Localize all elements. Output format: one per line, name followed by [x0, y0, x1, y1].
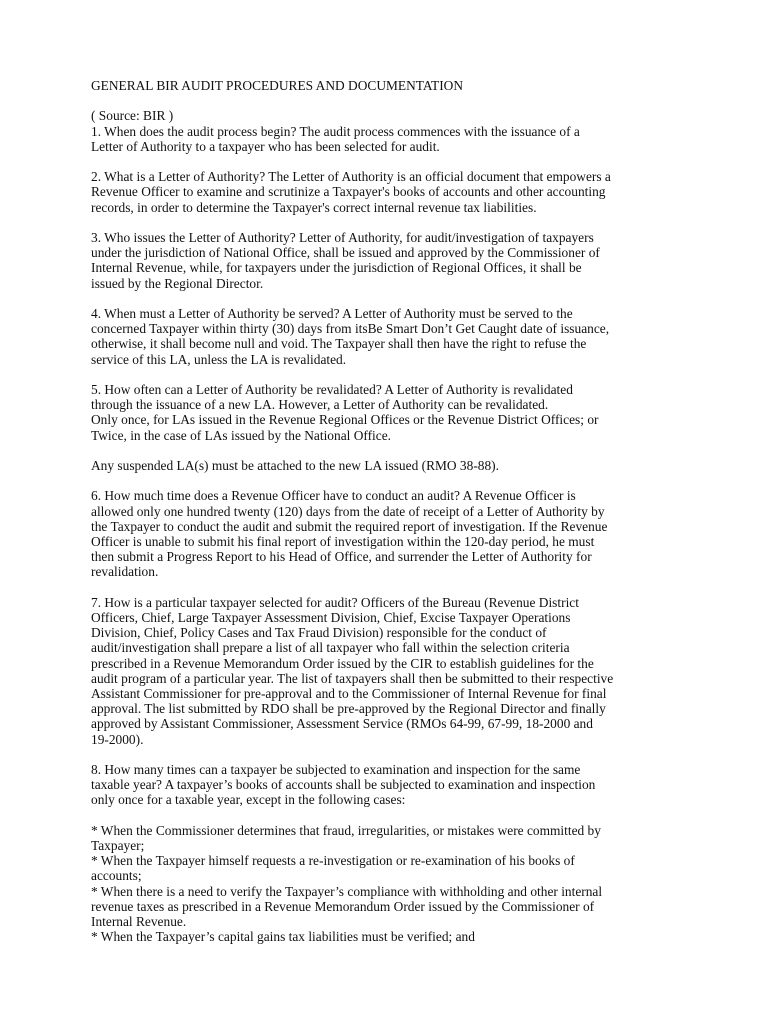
text-line: * When the Commissioner determines that fraud, irregularities, or mistakes were committed by — [91, 822, 601, 838]
text-line: Letter of Authority to a taxpayer who has been selected for audit. — [91, 138, 440, 154]
text-line: revenue taxes as prescribed in a Revenue Memorandum Order issued by the Commissioner of — [91, 898, 595, 914]
paragraph — [91, 458, 708, 473]
text-line: revalidation. — [91, 564, 159, 580]
text-line: 7. How is a particular taxpayer selected for audit? Officers of the Bureau (Revenue District — [91, 594, 579, 610]
text-line: approval. The list submitted by RDO shall be pre-approved by the Regional Director and finally — [91, 701, 606, 717]
document-title: GENERAL BIR AUDIT PROCEDURES AND DOCUMENTATION — [91, 78, 464, 93]
text-line: concerned Taxpayer within thirty (30) days from itsBe Smart Don’t Get Caught date of issuance, — [91, 321, 610, 337]
text-line: approved by Assistant Commissioner, Assessment Service (RMOs 64-99, 67-99, 18-2000 and — [91, 716, 593, 732]
paragraph — [91, 488, 708, 579]
text-line: then submit a Progress Report to his Head of Office, and surrender the Letter of Authority for — [91, 549, 592, 565]
text-line: service of this LA, unless the LA is revalidated. — [91, 351, 347, 367]
text-line: prescribed in a Revenue Memorandum Order issued by the CIR to establish guidelines for the — [91, 655, 594, 671]
text-line: Taxpayer; — [91, 838, 145, 853]
text-line: Revenue Officer to examine and scrutinize a Taxpayer's books of accounts and other accounting — [91, 184, 606, 200]
paragraph — [91, 169, 708, 215]
text-line: the Taxpayer to conduct the audit and submit the required report of investigation. If the Revenue — [91, 518, 608, 534]
text-line: * When there is a need to verify the Taxpayer’s compliance with withholding and other internal — [91, 883, 603, 899]
text-line: Division, Chief, Policy Cases and Tax Fraud Division) responsible for the conduct of — [91, 625, 547, 641]
text-line: allowed only one hundred twenty (120) days from the date of receipt of a Letter of Authority by — [91, 503, 605, 519]
paragraph — [91, 108, 708, 154]
text-line: only once for a taxable year, except in the following cases: — [91, 792, 406, 808]
text-line: 2. What is a Letter of Authority? The Letter of Authority is an official document that empowers a — [91, 169, 611, 185]
text-line: through the issuance of a new LA. However, a Letter of Authority can be revalidated. — [91, 397, 549, 413]
paragraph — [91, 595, 708, 747]
text-line: 19-2000). — [91, 731, 144, 747]
paragraph — [91, 762, 708, 808]
document-body — [91, 108, 708, 944]
text-line: 5. How often can a Letter of Authority be revalidated? A Letter of Authority is revalidated — [91, 381, 573, 397]
text-line: Twice, in the case of LAs issued by the National Office. — [91, 427, 392, 443]
paragraph — [91, 230, 708, 291]
text-line: Officers, Chief, Large Taxpayer Assessment Division, Chief, Excise Taxpayer Operations — [91, 609, 571, 625]
text-line: accounts; — [91, 868, 142, 884]
text-line: Officer is unable to submit his final report of investigation within the 120-day period, he must — [91, 533, 595, 549]
text-line: * When the Taxpayer’s capital gains tax liabilities must be verified; and — [91, 929, 475, 945]
text-line: 1. When does the audit process begin? The audit process commences with the issuance of a — [91, 123, 580, 139]
text-line: Only once, for LAs issued in the Revenue Regional Offices or the Revenue District Offices; or — [91, 412, 599, 428]
text-line: 3. Who issues the Letter of Authority? Letter of Authority, for audit/investigation of taxpayers — [91, 229, 594, 245]
text-line: 6. How much time does a Revenue Officer have to conduct an audit? A Revenue Officer is — [91, 488, 576, 504]
text-line: ( Source: BIR ) — [91, 108, 174, 124]
text-line: Internal Revenue. — [91, 914, 187, 930]
text-line: issued by the Regional Director. — [91, 275, 264, 291]
text-line: under the jurisdiction of National Office, shall be issued and approved by the Commissioner of — [91, 245, 600, 261]
text-line: Internal Revenue, while, for taxpayers under the jurisdiction of Regional Offices, it shall be — [91, 260, 582, 276]
text-line: Any suspended LA(s) must be attached to the new LA issued (RMO 38-88). — [91, 457, 499, 473]
text-line: records, in order to determine the Taxpayer's correct internal revenue tax liabilities. — [91, 199, 537, 215]
paragraph — [91, 823, 708, 945]
paragraph — [91, 382, 708, 443]
paragraph — [91, 306, 708, 367]
text-line: * When the Taxpayer himself requests a re-investigation or re-examination of his books of — [91, 853, 575, 869]
text-line: 8. How many times can a taxpayer be subjected to examination and inspection for the same — [91, 762, 581, 777]
text-line: audit/investigation shall prepare a list of all taxpayer who fall within the selection criteria — [91, 640, 570, 656]
text-line: taxable year? A taxpayer’s books of accounts shall be subjected to examination and inspection — [91, 777, 596, 793]
text-line: Assistant Commissioner for pre-approval and to the Commissioner of Internal Revenue for final — [91, 686, 607, 701]
text-line: audit program of a particular year. The list of taxpayers shall then be submitted to their respective — [91, 670, 614, 686]
text-line: otherwise, it shall become null and void. The Taxpayer shall then have the right to refuse the — [91, 336, 587, 352]
text-line: 4. When must a Letter of Authority be served? A Letter of Authority must be served to the — [91, 305, 573, 321]
